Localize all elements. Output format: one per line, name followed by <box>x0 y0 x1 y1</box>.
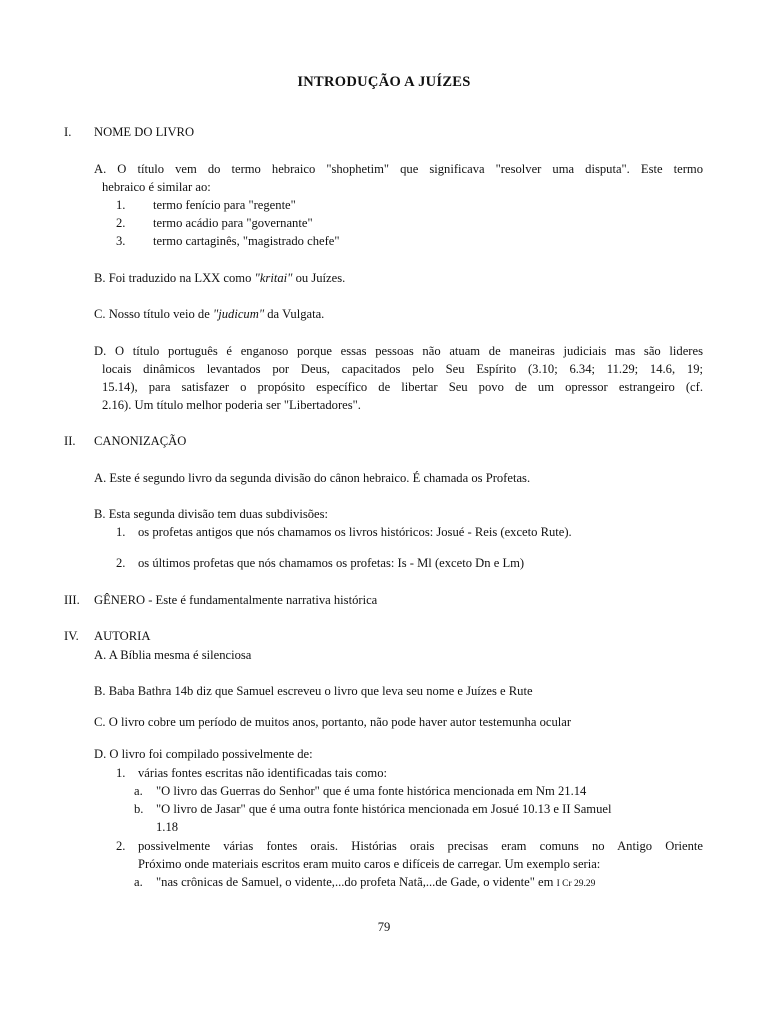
section-title: CANONIZAÇÃO <box>94 434 187 448</box>
section-number: I. <box>64 125 72 139</box>
paragraph-2a: A. Este é segundo livro da segunda divisão do cânon hebraico. É chamada os Profetas. <box>94 471 531 485</box>
section-heading-2 <box>64 432 186 450</box>
paragraph-2b: B. Esta segunda divisão tem duas subdivisões: <box>94 507 329 521</box>
paragraph-1c: C. Nosso título veio de "judicum" da Vulgata. <box>94 307 325 321</box>
paragraph-4d: D. O livro foi compilado possivelmente de: <box>94 747 313 761</box>
paragraph-4c: C. O livro cobre um período de muitos anos, portanto, não pode haver autor testemunha ocular <box>94 715 572 729</box>
paragraph-4a: A. A Bíblia mesma é silenciosa <box>94 648 252 662</box>
section-title: AUTORIA <box>94 629 151 643</box>
paragraph-1d-line4: 2.16). Um título melhor poderia ser "Libertadores". <box>102 398 361 412</box>
paragraph-4b: B. Baba Bathra 14b diz que Samuel escreveu o livro que leva seu nome e Juízes e Rute <box>94 684 533 698</box>
list-item-continuation: 1.18 <box>156 820 179 834</box>
list-item: 1. termo fenício para "regente" <box>116 198 296 212</box>
list-item: 2. possivelmente várias fontes orais. Histórias orais precisas eram comuns no Antigo Oriente <box>116 839 703 853</box>
section-heading-4 <box>64 627 150 645</box>
page-title: INTRODUÇÃO A JUÍZES <box>297 74 471 90</box>
list-item: 2. termo acádio para "governante" <box>116 216 313 230</box>
paragraph-1a-line2: hebraico é similar ao: <box>102 180 211 194</box>
paragraph-1d-line1: D. O título português é enganoso porque essas pessoas não atuam de maneiras judiciais mas são lideres <box>94 344 703 358</box>
bible-reference: I Cr 29.29 <box>556 879 596 889</box>
section-number: IV. <box>64 629 79 643</box>
list-item: a. "O livro das Guerras do Senhor" que é uma fonte histórica mencionada em Nm 21.14 <box>134 784 587 798</box>
section-heading-3 <box>64 591 377 609</box>
paragraph-1b: B. Foi traduzido na LXX como "kritai" ou Juízes. <box>94 271 346 285</box>
paragraph-1d-line3: 15.14), para satisfazer o propósito específico de libertar Seu povo de um opressor estrangeiro (cf. <box>102 380 703 394</box>
section-heading-1 <box>64 123 194 141</box>
section-title: GÊNERO - Este é fundamentalmente narrativa histórica <box>94 593 378 607</box>
list-item: 2. os últimos profetas que nós chamamos os profetas: Is - Ml (exceto Dn e Lm) <box>116 556 525 570</box>
list-item: a. "nas crônicas de Samuel, o vidente,...do profeta Natã,...de Gade, o vidente" em I Cr 29.29 <box>134 875 596 889</box>
list-item-continuation: Próximo onde materiais escritos eram muito caros e difíceis de carregar. Um exemplo seria: <box>138 857 601 871</box>
list-item: b. "O livro de Jasar" que é uma outra fonte histórica mencionada em Josué 10.13 e II Samuel <box>134 802 612 816</box>
list-item: 1. várias fontes escritas não identificadas tais como: <box>116 766 387 780</box>
section-number: III. <box>64 593 80 607</box>
page-number: 79 <box>377 920 391 934</box>
section-number: II. <box>64 434 76 448</box>
paragraph-1d-line2: locais dinâmicos levantados por Deus, capacitados pelo Seu Espírito (3.10; 6.34; 11.29; 14.6, 19; <box>102 362 703 376</box>
list-item: 3. termo cartaginês, "magistrado chefe" <box>116 234 340 248</box>
list-item: 1. os profetas antigos que nós chamamos os livros históricos: Josué - Reis (exceto Rute). <box>116 525 572 539</box>
section-title: NOME DO LIVRO <box>94 125 195 139</box>
paragraph-1a-line1: A. O título vem do termo hebraico "shophetim" que significava "resolver uma disputa". Este termo <box>94 162 703 176</box>
